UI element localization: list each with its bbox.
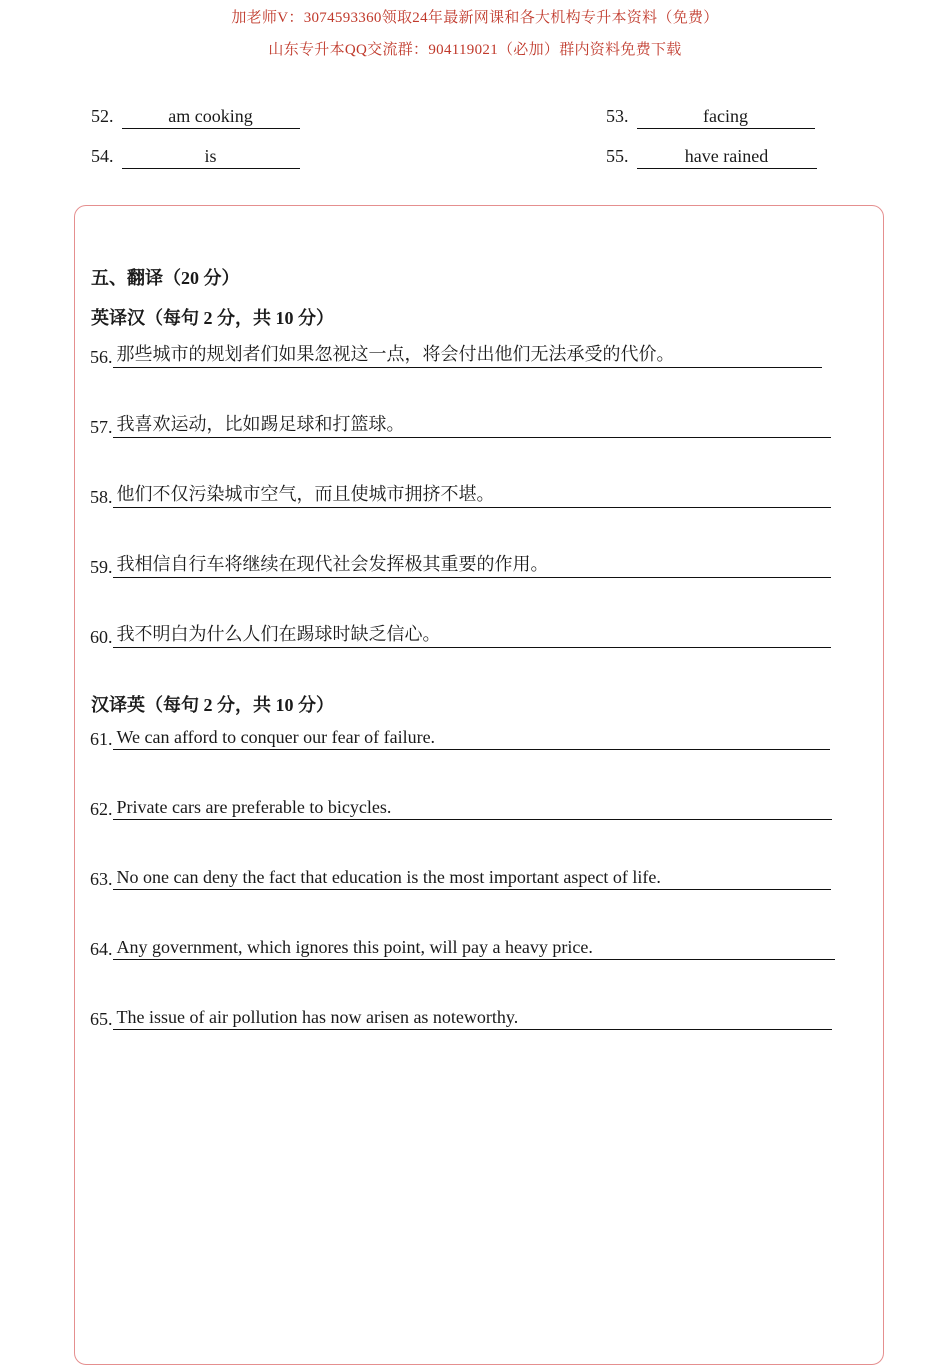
promo-line-2: 山东专升本QQ交流群：904119021（必加）群内资料免费下载 — [268, 42, 682, 58]
item-number: 59. — [90, 557, 113, 577]
answer-number: 52. — [91, 106, 114, 126]
translation-item-56 — [90, 340, 822, 368]
translation-item-59 — [90, 550, 831, 578]
item-answer: We can afford to conquer our fear of failure. — [113, 727, 830, 750]
zh-to-en-title: 汉译英（每句 2 分，共 10 分） — [91, 695, 334, 715]
item-answer: Private cars are preferable to bicycles. — [113, 797, 832, 820]
item-number: 61. — [90, 729, 113, 749]
item-number: 60. — [90, 627, 113, 647]
translation-item-61 — [90, 727, 830, 750]
answer-54 — [91, 146, 300, 169]
item-number: 63. — [90, 869, 113, 889]
en-to-zh-title: 英译汉（每句 2 分，共 10 分） — [91, 308, 334, 328]
answer-number: 55. — [606, 146, 629, 166]
answer-number: 53. — [606, 106, 629, 126]
item-answer: The issue of air pollution has now arisen as noteworthy. — [113, 1007, 832, 1030]
item-number: 64. — [90, 939, 113, 959]
translation-item-60 — [90, 620, 831, 648]
translation-item-63 — [90, 867, 831, 890]
answer-number: 54. — [91, 146, 114, 166]
item-number: 57. — [90, 417, 113, 437]
item-number: 56. — [90, 347, 113, 367]
translation-item-58 — [90, 480, 831, 508]
item-answer: 他们不仅污染城市空气，而且使城市拥挤不堪。 — [113, 480, 831, 508]
section-title: 五、翻译（20 分） — [91, 268, 240, 288]
translation-item-64 — [90, 937, 835, 960]
answer-blank: facing — [637, 106, 815, 129]
answer-52 — [91, 106, 300, 129]
item-answer: Any government, which ignores this point, will pay a heavy price. — [113, 937, 835, 960]
answer-blank: is — [122, 146, 300, 169]
answer-53 — [606, 106, 815, 129]
translation-section-frame — [74, 205, 884, 1365]
translation-item-65 — [90, 1007, 832, 1030]
item-answer: 我喜欢运动，比如踢足球和打篮球。 — [113, 410, 831, 438]
translation-item-57 — [90, 410, 831, 438]
item-answer: 我不明白为什么人们在踢球时缺乏信心。 — [113, 620, 831, 648]
answer-blank: am cooking — [122, 106, 300, 129]
item-number: 65. — [90, 1009, 113, 1029]
item-answer: 那些城市的规划者们如果忽视这一点，将会付出他们无法承受的代价。 — [113, 340, 822, 368]
answer-55 — [606, 146, 817, 169]
translation-item-62 — [90, 797, 832, 820]
promo-line-1: 加老师V：3074593360领取24年最新网课和各大机构专升本资料（免费） — [231, 10, 719, 26]
item-number: 58. — [90, 487, 113, 507]
item-answer: 我相信自行车将继续在现代社会发挥极其重要的作用。 — [113, 550, 831, 578]
item-number: 62. — [90, 799, 113, 819]
item-answer: No one can deny the fact that education is the most important aspect of life. — [113, 867, 831, 890]
answer-blank: have rained — [637, 146, 817, 169]
